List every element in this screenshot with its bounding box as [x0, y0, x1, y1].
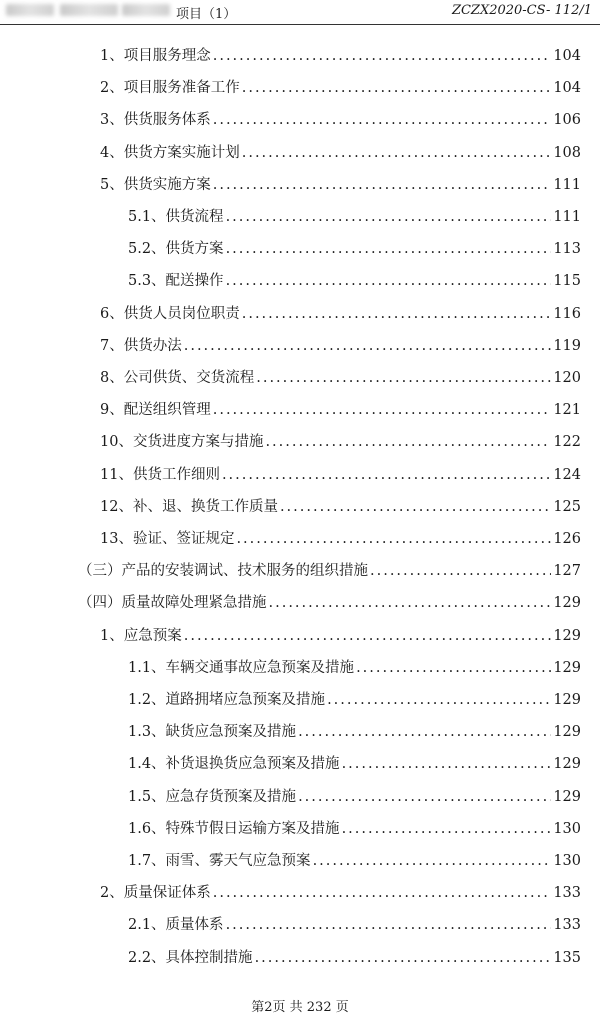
toc-entry-page: 116 — [553, 305, 581, 322]
toc-entry-page: 115 — [553, 273, 581, 290]
toc-entry[interactable] — [128, 752, 581, 776]
dot-leader — [184, 334, 552, 358]
dot-leader — [269, 591, 552, 615]
redacted-text — [6, 4, 54, 16]
dot-leader — [213, 398, 552, 422]
dot-leader — [213, 173, 552, 197]
toc-entry-label: 9、配送组织管理 — [100, 402, 211, 419]
dot-leader — [222, 463, 551, 487]
toc-entry-page: 129 — [553, 595, 581, 612]
redacted-text — [122, 4, 170, 16]
toc-entry[interactable] — [78, 559, 581, 583]
toc-entry[interactable] — [128, 849, 581, 873]
toc-entry-page: 106 — [553, 112, 581, 129]
toc-entry[interactable] — [100, 108, 581, 132]
dot-leader — [280, 495, 551, 519]
toc-entry[interactable] — [100, 527, 581, 551]
dot-leader — [342, 752, 552, 776]
toc-entry-label: 7、供货办法 — [100, 337, 182, 354]
toc-entry-label: 5.2、供货方案 — [128, 241, 224, 258]
dot-leader — [226, 237, 552, 261]
toc-entry-page: 129 — [553, 724, 581, 741]
toc-entry-page: 111 — [553, 176, 581, 193]
toc-entry-page: 129 — [553, 659, 581, 676]
toc-entry[interactable] — [100, 302, 581, 326]
toc-entry[interactable] — [100, 463, 581, 487]
toc-entry[interactable] — [128, 237, 581, 261]
page-header — [0, 0, 600, 25]
toc-entry-page: 124 — [553, 466, 581, 483]
toc-entry[interactable] — [128, 205, 581, 229]
toc-entry-page: 125 — [553, 498, 581, 515]
dot-leader — [298, 785, 551, 809]
toc-entry[interactable] — [100, 44, 581, 68]
toc-entry[interactable] — [128, 720, 581, 744]
header-title: 项目（1） — [176, 7, 237, 22]
toc-entry-page: 119 — [553, 337, 581, 354]
toc-entry-label: 6、供货人员岗位职责 — [100, 305, 240, 322]
toc-entry-label: 8、公司供货、交货流程 — [100, 370, 255, 386]
toc-entry-label: 1.4、补货退换货应急预案及措施 — [128, 756, 340, 773]
dot-leader — [213, 44, 552, 68]
dot-leader — [265, 430, 551, 454]
dot-leader — [184, 624, 552, 648]
toc-entry-label: 2、质量保证体系 — [100, 885, 211, 902]
toc-entry-page: 129 — [553, 627, 581, 644]
toc-entry-page: 127 — [553, 563, 581, 580]
toc-entry-label: 3、供货服务体系 — [100, 112, 211, 129]
toc-entry-label: 5.3、配送操作 — [128, 273, 224, 290]
dot-leader — [242, 302, 552, 326]
toc-entry-label: 4、供货方案实施计划 — [100, 144, 240, 161]
toc-entry-label: 1.6、特殊节假日运输方案及措施 — [128, 820, 340, 837]
toc-entry-label: 2、项目服务准备工作 — [100, 80, 240, 97]
toc-entry-label: 11、供货工作细则 — [100, 466, 220, 483]
toc-entry-page: 120 — [553, 370, 581, 386]
header-code: ZCZX2020-CS- 112/1 — [451, 3, 592, 18]
toc-entry-page: 104 — [553, 48, 581, 64]
toc-entry-page: 129 — [553, 692, 581, 708]
toc-entry-page: 121 — [553, 402, 581, 419]
toc-entry-label: （四）质量故障处理紧急措施 — [78, 595, 267, 612]
toc-entry-page: 129 — [553, 788, 581, 805]
toc-entry-label: 5.1、供货流程 — [128, 209, 224, 225]
toc-entry-page: 108 — [553, 144, 581, 161]
toc-entry[interactable] — [100, 366, 581, 390]
toc-entry[interactable] — [128, 688, 581, 712]
toc-entry-label: 2.1、质量体系 — [128, 917, 224, 934]
toc-entry-page: 129 — [553, 756, 581, 773]
toc-entry[interactable] — [128, 817, 581, 841]
toc-entry-label: 12、补、退、换货工作质量 — [100, 498, 278, 515]
toc-entry-page: 135 — [553, 949, 581, 966]
toc-entry-page: 133 — [553, 885, 581, 902]
toc-entry[interactable] — [100, 881, 581, 905]
dot-leader — [242, 141, 552, 165]
toc-entry[interactable] — [100, 624, 581, 648]
toc-entry-label: 2.2、具体控制措施 — [128, 949, 253, 966]
toc-entry-label: 1.7、雨雪、雾天气应急预案 — [128, 853, 311, 869]
dot-leader — [256, 366, 551, 390]
toc-entry[interactable] — [78, 591, 581, 615]
toc-entry-page: 133 — [553, 917, 581, 934]
toc-entry-label: 1.5、应急存货预案及措施 — [128, 788, 297, 805]
toc-entry-label: 1、项目服务理念 — [100, 48, 211, 64]
toc-entry-page: 113 — [553, 241, 581, 258]
redacted-text — [60, 4, 118, 16]
toc-entry-page: 126 — [553, 531, 581, 547]
dot-leader — [255, 946, 552, 970]
toc-entry[interactable] — [100, 495, 581, 519]
toc-entry-label: 1、应急预案 — [100, 627, 182, 644]
page-footer: 第2页 共 232 页 — [251, 1000, 349, 1015]
toc-entry-page: 130 — [553, 820, 581, 837]
dot-leader — [242, 76, 552, 100]
dot-leader — [226, 913, 552, 937]
toc-entry[interactable] — [128, 785, 581, 809]
dot-leader — [356, 656, 551, 680]
toc-entry[interactable] — [100, 141, 581, 165]
dot-leader — [313, 849, 552, 873]
toc-entry-label: 1.2、道路拥堵应急预案及措施 — [128, 692, 326, 708]
toc-entry[interactable] — [128, 913, 581, 937]
dot-leader — [236, 527, 551, 551]
dot-leader — [213, 108, 552, 132]
toc-entry-label: 10、交货进度方案与措施 — [100, 434, 264, 451]
toc-entry[interactable] — [100, 76, 581, 100]
dot-leader — [370, 559, 551, 583]
toc-entry-page: 130 — [553, 853, 581, 869]
toc-entry[interactable] — [128, 269, 581, 293]
toc-entry-label: 1.1、车辆交通事故应急预案及措施 — [128, 659, 355, 676]
toc-entry[interactable] — [100, 334, 581, 358]
dot-leader — [226, 205, 552, 229]
toc-entry-label: 13、验证、签证规定 — [100, 531, 235, 547]
dot-leader — [213, 881, 552, 905]
toc-entry[interactable] — [100, 430, 581, 454]
toc-entry[interactable] — [100, 398, 581, 422]
toc-entry-page: 104 — [553, 80, 581, 97]
toc-entry-label: 5、供货实施方案 — [100, 176, 211, 193]
toc-entry[interactable] — [100, 173, 581, 197]
toc-entry-label: （三）产品的安装调试、技术服务的组织措施 — [78, 563, 368, 580]
toc-entry[interactable] — [128, 946, 581, 970]
dot-leader — [226, 269, 552, 293]
toc-entry-label: 1.3、缺货应急预案及措施 — [128, 724, 297, 741]
toc-entry-page: 122 — [553, 434, 581, 451]
toc-entry-page: 111 — [553, 209, 581, 225]
dot-leader — [327, 688, 551, 712]
dot-leader — [342, 817, 552, 841]
dot-leader — [298, 720, 551, 744]
toc-entry[interactable] — [128, 656, 581, 680]
